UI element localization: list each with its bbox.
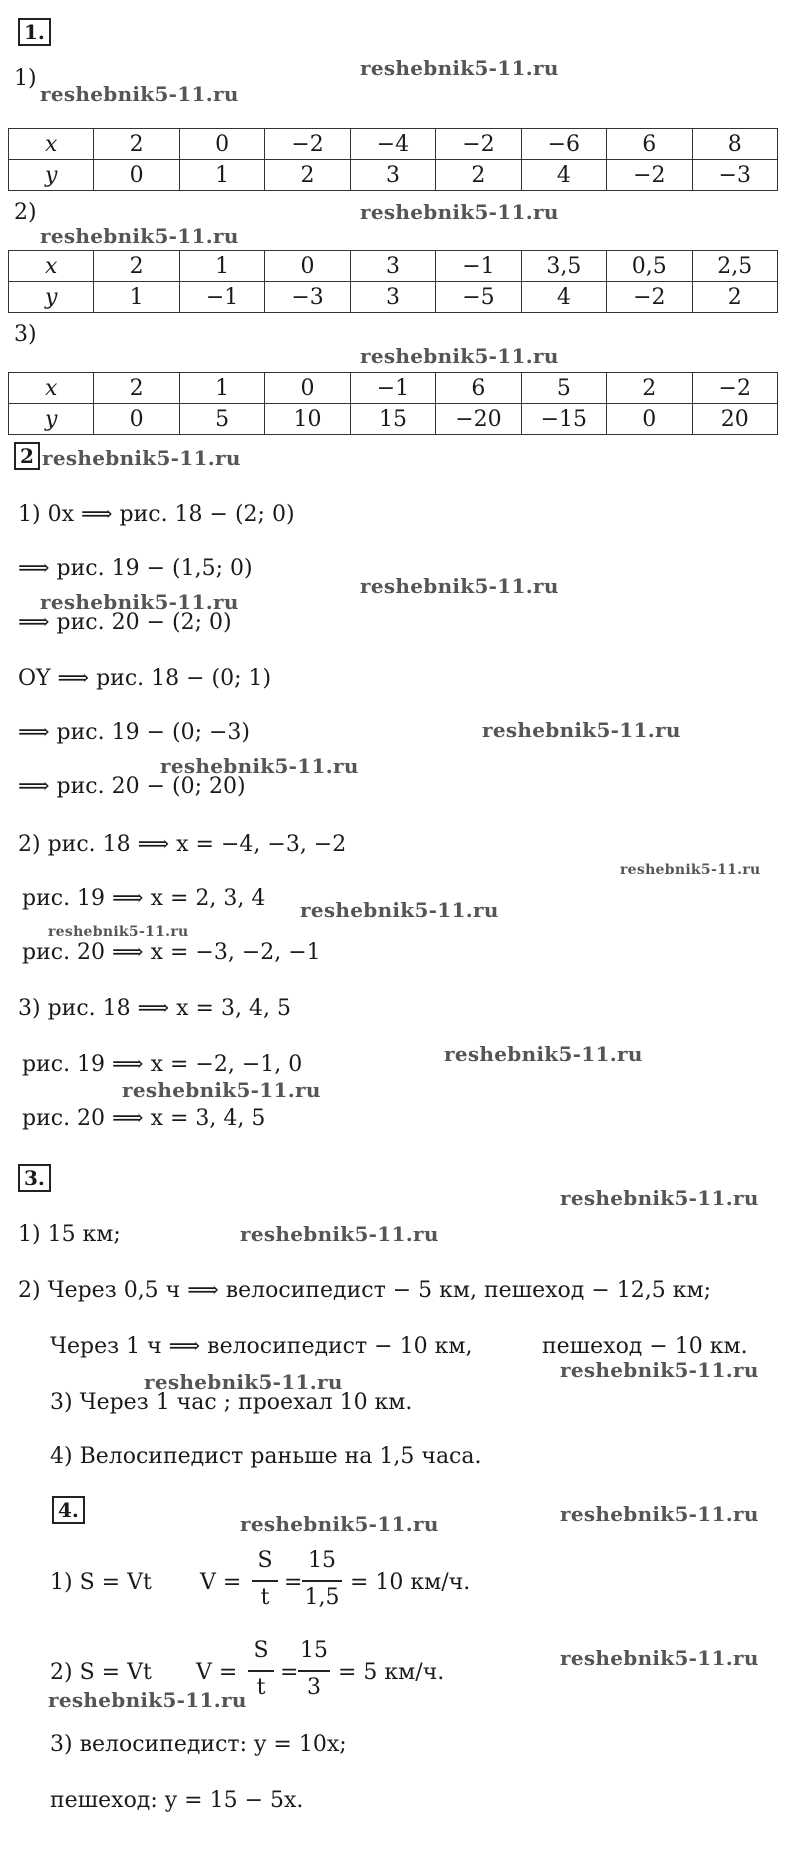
fraction-denominator: t [256,1675,266,1700]
watermark: reshebnik5-11.ru [40,82,239,106]
task-2-line: рис. 20 ⟹ x = −3, −2, −1 [22,940,321,965]
watermark: reshebnik5-11.ru [240,1512,439,1536]
table-cell: 0 [265,373,350,404]
table-cell: −4 [350,129,435,160]
task-2-line: OY ⟹ рис. 18 − (0; 1) [18,666,272,691]
table-cell: 0,5 [607,251,692,282]
task-1-part-1-label: 1) [14,66,37,91]
table-cell: 2 [94,129,179,160]
task-3-line: 1) 15 км; [18,1222,121,1247]
formula-1-v: V = [200,1570,242,1595]
table-cell: 8 [692,129,778,160]
table-cell: 3,5 [521,251,606,282]
table-cell: 0 [265,251,350,282]
table-cell: 1 [94,282,179,313]
watermark: reshebnik5-11.ru [444,1042,643,1066]
watermark: reshebnik5-11.ru [360,200,559,224]
task-3-number: 3. [18,1164,51,1192]
task-2-line: ⟹ рис. 19 − (1,5; 0) [18,556,253,581]
fraction-numerator: S [253,1638,269,1663]
watermark: reshebnik5-11.ru [560,1502,759,1526]
table-cell: −1 [350,373,435,404]
fraction-bar [248,1670,274,1672]
table-header-y: y [9,282,94,313]
table-cell: 0 [94,404,179,435]
table-row [9,404,778,435]
fraction-denominator: t [260,1585,270,1610]
fraction-denominator: 3 [307,1675,321,1700]
formula-1-result: = 10 км/ч. [350,1570,471,1595]
watermark: reshebnik5-11.ru [482,718,681,742]
task-2-line: ⟹ рис. 19 − (0; −3) [18,720,250,745]
table-cell: −2 [607,282,692,313]
watermark: reshebnik5-11.ru [160,754,359,778]
table-cell: 10 [265,404,350,435]
table-cell: 15 [350,404,435,435]
table-cell: 2 [94,373,179,404]
task-4-line-3: 3) велосипедист: y = 10x; [50,1732,347,1757]
watermark: reshebnik5-11.ru [42,446,241,470]
table-cell: 0 [179,129,264,160]
task-3-line: 2) Через 0,5 ч ⟹ велосипедист − 5 км, пешеход − 12,5 км; [18,1278,712,1303]
task-2-number: 2 [14,442,40,470]
table-cell: −1 [436,251,521,282]
table-cell: 2 [436,160,521,191]
table-cell: 1 [179,373,264,404]
task-3-line: Через 1 ч ⟹ велосипедист − 10 км, [50,1334,473,1359]
table-cell: −1 [179,282,264,313]
fraction-numerator: 15 [300,1638,328,1663]
watermark: reshebnik5-11.ru [560,1186,759,1210]
task-2-line: 3) рис. 18 ⟹ x = 3, 4, 5 [18,996,291,1021]
watermark: reshebnik5-11.ru [122,1078,321,1102]
fraction-denominator: 1,5 [304,1585,340,1610]
table-cell: 4 [521,160,606,191]
watermark: reshebnik5-11.ru [144,1370,343,1394]
fraction-numerator: 15 [308,1548,336,1573]
table-cell: 2,5 [692,251,778,282]
task-4-number: 4. [52,1496,85,1524]
table-cell: 2 [265,160,350,191]
watermark: reshebnik5-11.ru [48,924,189,940]
task-2-line: 2) рис. 18 ⟹ x = −4, −3, −2 [18,832,347,857]
watermark: reshebnik5-11.ru [40,590,239,614]
fraction-numerator: S [257,1548,273,1573]
watermark: reshebnik5-11.ru [360,56,559,80]
task-2-line: 1) 0x ⟹ рис. 18 − (2; 0) [18,502,295,527]
table-cell: −3 [265,282,350,313]
watermark: reshebnik5-11.ru [300,898,499,922]
equals-sign: = [284,1570,303,1595]
table-cell: −2 [436,129,521,160]
table-cell: 2 [607,373,692,404]
task-2-line: ⟹ рис. 20 − (0; 20) [18,774,246,799]
table-cell: 5 [179,404,264,435]
formula-1-prefix: 1) S = Vt [50,1570,152,1595]
task-1-part-2-label: 2) [14,200,37,225]
task-3-line: пешеход − 10 км. [542,1334,748,1359]
table-3 [8,372,778,435]
table-cell: −5 [436,282,521,313]
table-2 [8,250,778,313]
table-cell: 20 [692,404,778,435]
table-cell: 3 [350,160,435,191]
formula-2-v: V = [196,1660,238,1685]
table-cell: 4 [521,282,606,313]
table-header-x: x [9,373,94,404]
table-cell: 1 [179,251,264,282]
formula-2-prefix: 2) S = Vt [50,1660,152,1685]
table-row [9,129,778,160]
table-cell: 0 [94,160,179,191]
table-cell: −2 [692,373,778,404]
table-cell: 6 [607,129,692,160]
task-3-line: 3) Через 1 час ; проехал 10 км. [50,1390,413,1415]
task-2-line: рис. 19 ⟹ x = 2, 3, 4 [22,886,266,911]
watermark: reshebnik5-11.ru [560,1358,759,1382]
watermark: reshebnik5-11.ru [48,1688,247,1712]
table-1 [8,128,778,191]
equals-sign: = [280,1660,299,1685]
table-cell: −3 [692,160,778,191]
table-header-x: x [9,251,94,282]
task-2-line: рис. 20 ⟹ x = 3, 4, 5 [22,1106,266,1131]
fraction-bar [252,1580,278,1582]
table-cell: 3 [350,251,435,282]
fraction-bar [298,1670,330,1672]
table-header-x: x [9,129,94,160]
watermark: reshebnik5-11.ru [360,574,559,598]
table-header-y: y [9,160,94,191]
table-row [9,282,778,313]
watermark: reshebnik5-11.ru [560,1646,759,1670]
table-cell: 6 [436,373,521,404]
task-2-line: рис. 19 ⟹ x = −2, −1, 0 [22,1052,303,1077]
watermark: reshebnik5-11.ru [360,344,559,368]
table-row [9,373,778,404]
table-cell: 5 [521,373,606,404]
task-1-part-3-label: 3) [14,322,37,347]
watermark: reshebnik5-11.ru [240,1222,439,1246]
task-2-line: ⟹ рис. 20 − (2; 0) [18,610,232,635]
table-cell: 0 [607,404,692,435]
table-cell: −6 [521,129,606,160]
table-cell: −20 [436,404,521,435]
table-cell: 1 [179,160,264,191]
task-1-number: 1. [18,18,51,46]
table-header-y: y [9,404,94,435]
task-3-line: 4) Велосипедист раньше на 1,5 часа. [50,1444,482,1469]
table-row [9,160,778,191]
table-cell: 3 [350,282,435,313]
table-row [9,251,778,282]
watermark: reshebnik5-11.ru [620,862,761,878]
table-cell: 2 [94,251,179,282]
table-cell: −2 [607,160,692,191]
task-4-line-4: пешеход: y = 15 − 5x. [50,1788,304,1813]
watermark: reshebnik5-11.ru [40,224,239,248]
formula-2-result: = 5 км/ч. [338,1660,445,1685]
table-cell: −15 [521,404,606,435]
fraction-bar [302,1580,342,1582]
table-cell: 2 [692,282,778,313]
table-cell: −2 [265,129,350,160]
